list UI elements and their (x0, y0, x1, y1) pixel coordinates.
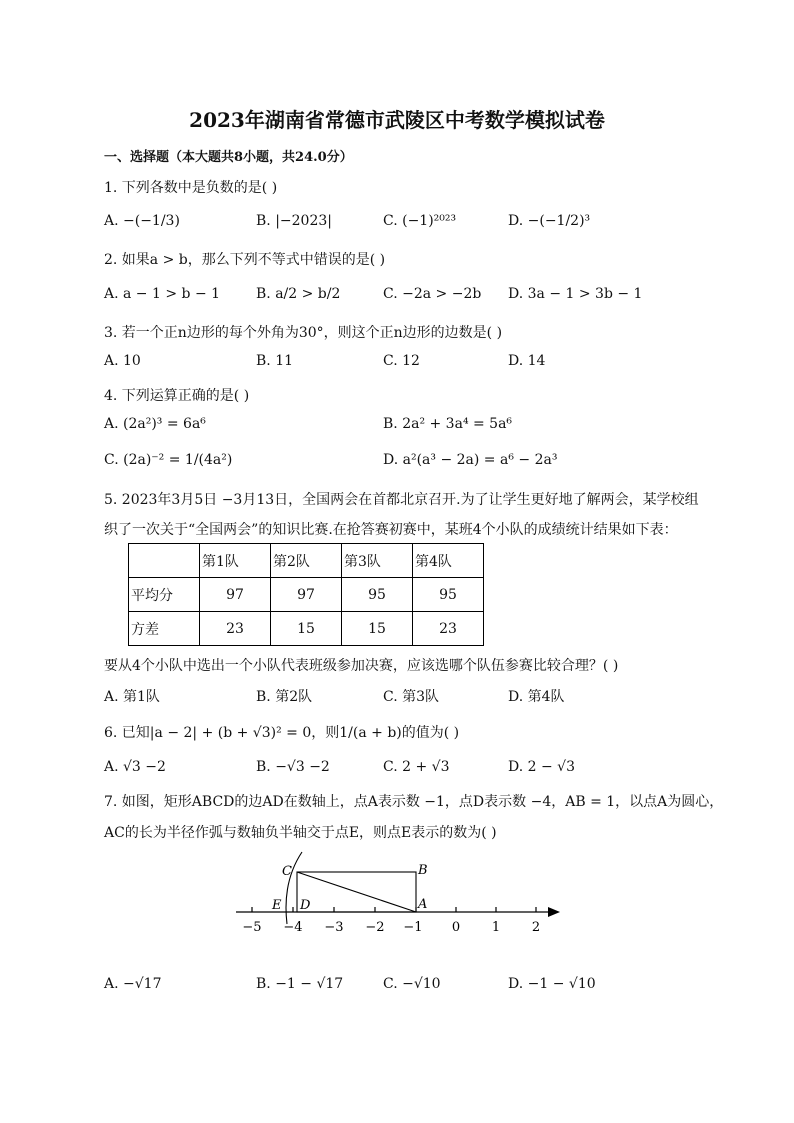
q3-option-d: D. 14 (508, 353, 546, 369)
table-header-row (129, 544, 484, 578)
q1-option-a: A. −(−1/3) (104, 213, 180, 229)
q4-option-d: D. a²(a³ − 2a) = a⁶ − 2a³ (383, 452, 558, 468)
q5-option-b: B. 第2队 (256, 689, 313, 705)
q4-stem: 4. 下列运算正确的是( ) (104, 388, 250, 404)
q4-option-b: B. 2a² + 3a⁴ = 5a⁶ (383, 416, 513, 432)
q2-option-b: B. a/2 > b/2 (256, 286, 341, 302)
q7-option-c: C. −√10 (383, 976, 441, 992)
tick-label: 2 (531, 920, 541, 935)
table-cell: 23 (200, 612, 271, 646)
tick-label: −2 (365, 920, 385, 935)
q6-option-a: A. √3 −2 (104, 759, 166, 775)
section-heading: 一、选择题（本大题共8小题，共24.0分） (104, 150, 353, 165)
label-b: B (418, 863, 428, 878)
table-header-cell: 第1队 (200, 544, 271, 578)
table-cell: 平均分 (129, 578, 200, 612)
label-d: D (300, 898, 311, 913)
tick-label: −3 (324, 920, 344, 935)
q7-option-d: D. −1 − √10 (508, 976, 596, 992)
q7-option-b: B. −1 − √17 (256, 976, 344, 992)
table-cell: 95 (413, 578, 484, 612)
q5-stem-line1: 5. 2023年3月5日 −3月13日，全国两会在首都北京召开.为了让学生更好地了解两会，某学校组 (104, 492, 699, 508)
page-title: 2023年湖南省常德市武陵区中考数学模拟试卷 (189, 108, 605, 132)
table-header-cell: 第3队 (342, 544, 413, 578)
tick-label: −4 (283, 920, 303, 935)
q6-option-d: D. 2 − √3 (508, 759, 575, 775)
table-cell: 方差 (129, 612, 200, 646)
arc (286, 852, 302, 924)
table-cell: 15 (342, 612, 413, 646)
q3-stem: 3. 若一个正n边形的每个外角为30°，则这个正n边形的边数是( ) (104, 325, 503, 341)
tick-labels (242, 920, 540, 935)
q1-option-b: B. |−2023| (256, 213, 332, 229)
table-cell: 23 (413, 612, 484, 646)
q7-stem-line1: 7. 如图，矩形ABCD的边AD在数轴上，点A表示数 −1，点D表示数 −4，AB = 1，以点A为圆心， (104, 794, 724, 810)
q3-option-b: B. 11 (256, 353, 294, 369)
table-cell: 97 (200, 578, 271, 612)
q2-option-c: C. −2a > −2b (383, 286, 482, 302)
q2-stem: 2. 如果a > b，那么下列不等式中错误的是( ) (104, 252, 386, 268)
table-cell: 95 (342, 578, 413, 612)
number-line-figure (230, 848, 570, 940)
axis-arrow-icon (548, 907, 560, 917)
table-cell: 15 (271, 612, 342, 646)
q3-option-a: A. 10 (104, 353, 141, 369)
table-cell: 97 (271, 578, 342, 612)
tick-label: 1 (491, 920, 501, 935)
q5-stem-line2: 织了一次关于“全国两会”的知识比赛.在抢答赛初赛中，某班4个小队的成绩统计结果如下表： (104, 522, 678, 538)
q5-option-a: A. 第1队 (104, 689, 160, 705)
tick-label: 0 (451, 920, 461, 935)
label-a: A (418, 897, 428, 912)
q2-option-a: A. a − 1 > b − 1 (104, 286, 221, 302)
q1-option-c: C. (−1)²⁰²³ (383, 213, 457, 229)
q5-option-d: D. 第4队 (508, 689, 565, 705)
tick-marks (252, 907, 536, 912)
tick-label: −5 (242, 920, 262, 935)
q6-option-c: C. 2 + √3 (383, 759, 450, 775)
q7-stem-line2: AC的长为半径作弧与数轴负半轴交于点E，则点E表示的数为( ) (104, 825, 497, 841)
label-e: E (272, 898, 282, 913)
q5-stem-line3: 要从4个小队中选出一个小队代表班级参加决赛，应该选哪个队伍参赛比较合理？( ) (104, 658, 619, 674)
q6-option-b: B. −√3 −2 (256, 759, 330, 775)
q2-option-d: D. 3a − 1 > 3b − 1 (508, 286, 643, 302)
table-header-cell (129, 544, 200, 578)
q1-option-d: D. −(−1/2)³ (508, 213, 591, 229)
score-table (128, 543, 484, 646)
q4-option-c: C. (2a)⁻² = 1/(4a²) (104, 452, 233, 468)
q6-stem: 6. 已知|a − 2| + (b + √3)² = 0，则1/(a + b)的值为( ) (104, 725, 460, 741)
q4-option-a: A. (2a²)³ = 6a⁶ (104, 416, 206, 432)
table-row (129, 612, 484, 646)
q5-option-c: C. 第3队 (383, 689, 440, 705)
table-header-cell: 第4队 (413, 544, 484, 578)
diagonal-ac (297, 872, 416, 912)
label-c: C (282, 864, 292, 879)
q7-option-a: A. −√17 (104, 976, 162, 992)
q1-stem: 1. 下列各数中是负数的是( ) (104, 180, 278, 196)
table-header-cell: 第2队 (271, 544, 342, 578)
tick-label: −1 (403, 920, 423, 935)
q3-option-c: C. 12 (383, 353, 420, 369)
table-row (129, 578, 484, 612)
